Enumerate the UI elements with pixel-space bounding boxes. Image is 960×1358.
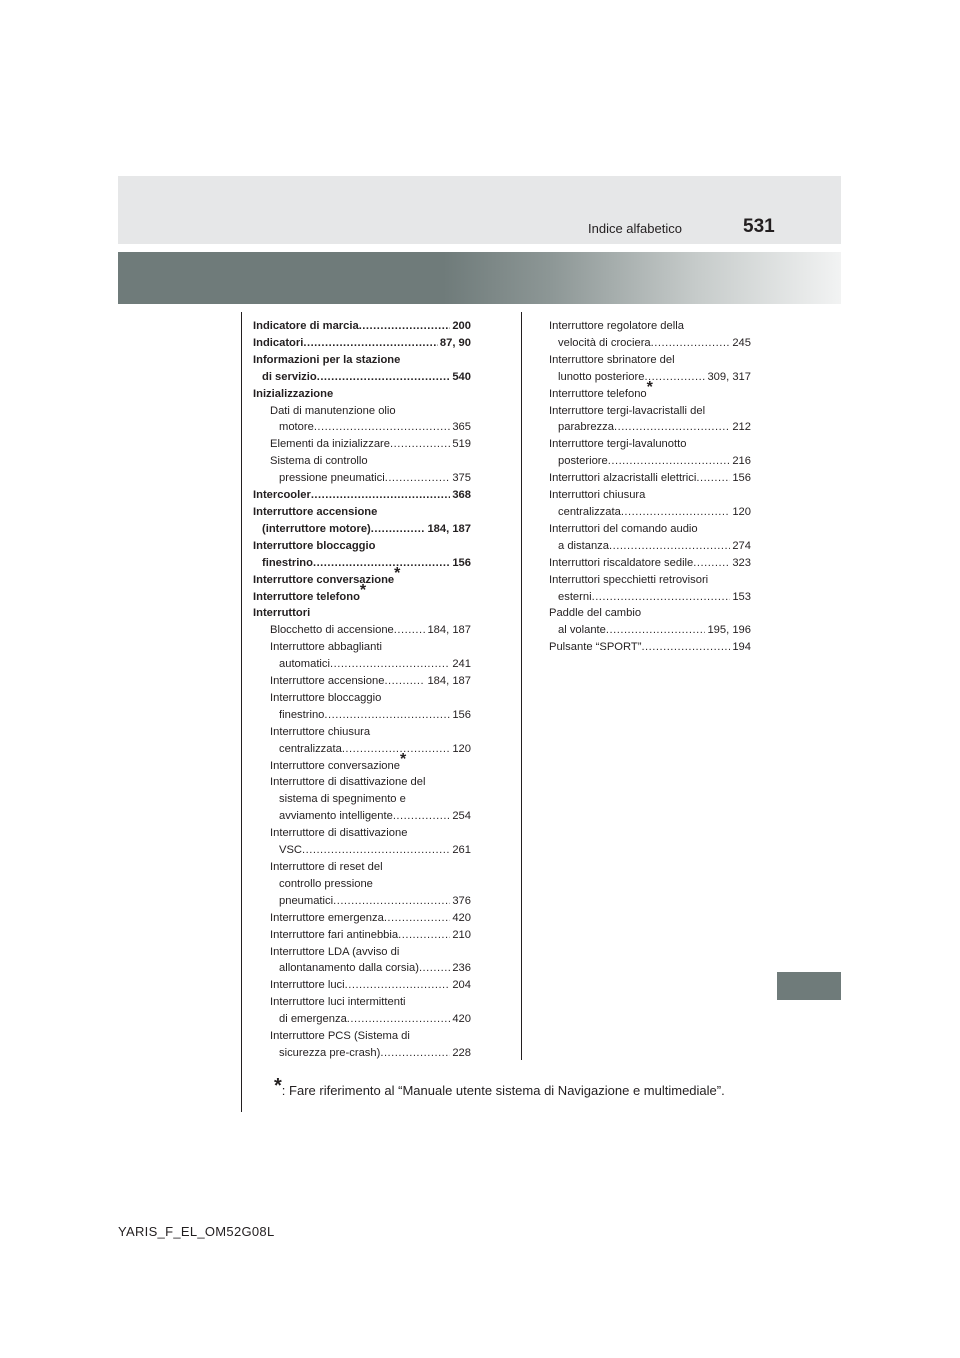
page-reference: 375	[452, 472, 471, 485]
page-reference: 156	[452, 708, 471, 721]
index-entry-text: Interruttore luci	[270, 979, 345, 992]
index-entry-text: controllo pressione	[279, 877, 373, 890]
index-entry-text: Interruttore conversazione	[270, 759, 400, 772]
page-reference: 204	[452, 979, 471, 992]
dot-leader	[333, 893, 450, 910]
page-reference: 210	[452, 928, 471, 941]
index-entry-text: Pulsante “SPORT”	[549, 641, 642, 654]
index-entry	[253, 690, 471, 707]
section-thumb-tab	[777, 972, 841, 1000]
index-entry-text: Paddle del cambio	[549, 607, 642, 620]
index-entry	[253, 960, 471, 977]
dot-leader	[393, 808, 451, 825]
index-entry	[549, 318, 751, 335]
index-column-right	[549, 318, 751, 656]
index-entry-text: pressione pneumatici	[279, 472, 385, 485]
index-entry	[253, 927, 471, 944]
index-entry	[253, 453, 471, 470]
dot-leader	[608, 453, 731, 470]
page-reference: 376	[452, 894, 471, 907]
index-entry-text: automatici	[279, 658, 330, 671]
index-entry-text: Interruttore bloccaggio	[253, 539, 376, 552]
page-reference: 254	[452, 810, 471, 823]
index-entry-text: allontanamento dalla corsia)	[279, 962, 419, 975]
index-entry-text: parabrezza	[558, 421, 614, 434]
page-reference: 420	[452, 1013, 471, 1026]
footnote-text: : Fare riferimento al “Manuale utente sistema di Navigazione e multimediale”.	[281, 1083, 725, 1098]
index-entry	[253, 318, 471, 335]
index-entry-text: motore	[279, 421, 314, 434]
index-entry	[253, 741, 471, 758]
index-entry	[549, 504, 751, 521]
page-reference: 184, 187	[427, 522, 471, 535]
dot-leader	[394, 622, 426, 639]
index-entry-text: avviamento intelligente	[279, 810, 393, 823]
page-reference: 241	[452, 658, 471, 671]
page-reference: 194	[732, 641, 751, 654]
dot-leader	[359, 318, 451, 335]
index-entry-text: Interruttore chiusura	[270, 725, 371, 738]
dot-leader	[345, 977, 451, 994]
page-reference: 200	[452, 320, 471, 332]
index-entry-text: Interruttore regolatore della	[549, 320, 684, 332]
index-entry-text: Interruttore di reset del	[270, 861, 383, 873]
index-entry	[253, 605, 471, 622]
index-entry-text: Interruttore emergenza	[270, 911, 384, 924]
index-entry-text: Interruttori del comando audio	[549, 522, 698, 535]
index-entry	[549, 352, 751, 369]
index-entry-text: Elementi da inizializzare	[270, 438, 391, 451]
index-entry	[253, 1045, 471, 1062]
index-entry-text: (interruttore motore)	[262, 522, 371, 535]
page-reference: 156	[732, 472, 751, 485]
index-entry-text: esterni	[558, 590, 592, 603]
dot-leader	[385, 470, 451, 487]
index-entry	[253, 436, 471, 453]
index-entry	[549, 555, 751, 572]
index-entry	[549, 605, 751, 622]
page-reference: 261	[452, 844, 471, 857]
index-entry	[253, 656, 471, 673]
index-entry	[549, 538, 751, 555]
index-entry-text: di emergenza	[279, 1013, 347, 1026]
index-entry: Interruttore telefono *	[253, 589, 471, 606]
dot-leader	[314, 419, 451, 436]
dot-leader	[592, 589, 731, 606]
index-entry-text: Interruttore accensione	[270, 675, 385, 688]
dot-leader	[311, 487, 451, 504]
index-entry	[253, 419, 471, 436]
index-entry	[549, 589, 751, 606]
page-reference: 216	[732, 455, 751, 468]
page-reference: 274	[732, 539, 751, 552]
index-entry-text: Interruttori	[253, 607, 311, 620]
index-entry-text: a distanza	[558, 539, 609, 552]
index-entry-text: Blocchetto di accensione	[270, 624, 394, 637]
index-entry	[549, 639, 751, 656]
index-entry	[253, 487, 471, 504]
index-entry-text: sicurezza pre-crash)	[279, 1046, 381, 1059]
dot-leader	[609, 538, 730, 555]
page-reference: 236	[452, 962, 471, 975]
index-entry	[253, 994, 471, 1011]
index-entry-text: finestrino	[262, 556, 313, 569]
index-entry-text: Interruttore sbrinatore del	[549, 353, 675, 366]
dot-leader	[398, 927, 450, 944]
index-entry-text: lunotto posteriore	[558, 370, 645, 383]
index-entry-text: Interruttore di disattivazione del	[270, 776, 426, 789]
index-entry-text: Intercooler	[253, 489, 311, 502]
index-entry-text: centralizzata	[279, 742, 342, 755]
dot-leader	[303, 335, 438, 352]
dot-leader	[390, 436, 450, 453]
section-title: Indice alfabetico	[588, 221, 682, 236]
index-entry	[253, 842, 471, 859]
dot-leader	[313, 555, 450, 572]
page-reference: 87, 90	[439, 336, 471, 349]
dot-leader	[371, 521, 426, 538]
index-entry-text: Interruttori alzacristalli elettrici	[549, 472, 697, 485]
index-entry: Interruttore conversazione *	[253, 572, 471, 589]
page-reference: 245	[732, 336, 751, 349]
page-reference: 540	[452, 370, 471, 383]
index-entry	[253, 944, 471, 961]
dot-leader	[641, 639, 730, 656]
dot-leader	[342, 741, 451, 758]
dot-leader	[347, 1011, 451, 1028]
index-entry-text: Interruttore tergi-lavacristalli del	[549, 404, 706, 417]
index-entry-text: Dati di manutenzione olio	[270, 404, 396, 417]
index-entry-text: Interruttore PCS (Sistema di	[270, 1030, 410, 1043]
dot-leader	[644, 369, 705, 386]
index-entry	[253, 555, 471, 572]
index-entry	[253, 1028, 471, 1045]
index-entry-text: VSC	[279, 844, 303, 857]
index-entry	[253, 808, 471, 825]
page-reference: 519	[452, 438, 471, 451]
index-entry	[253, 825, 471, 842]
index-entry	[253, 977, 471, 994]
index-entry	[549, 470, 751, 487]
left-margin-rule	[241, 312, 242, 1112]
index-entry	[253, 1011, 471, 1028]
index-entry-text: Interruttore telefono	[549, 387, 647, 400]
index-entry-text: Sistema di controllo	[270, 455, 368, 468]
index-entry-text: Indicatori	[253, 336, 304, 349]
index-entry-text: centralizzata	[558, 505, 621, 518]
index-entry	[253, 774, 471, 791]
index-entry-text: pneumatici	[279, 894, 334, 907]
index-entry-text: Interruttore conversazione	[253, 573, 395, 586]
page-reference: 212	[732, 421, 751, 434]
index-entry	[253, 352, 471, 369]
index-entry	[253, 859, 471, 876]
dot-leader	[324, 707, 450, 724]
index-entry	[253, 910, 471, 927]
page-reference: 420	[452, 911, 471, 924]
page-reference: 195, 196	[707, 624, 751, 637]
dot-leader	[606, 622, 706, 639]
header-band	[118, 176, 841, 244]
page-reference: 184, 187	[427, 675, 471, 688]
index-entry	[253, 386, 471, 403]
dot-leader	[693, 555, 730, 572]
index-entry-text: Inizializzazione	[253, 387, 334, 400]
index-entry	[549, 335, 751, 352]
index-entry	[253, 893, 471, 910]
page-reference: 120	[452, 742, 471, 755]
index-entry	[253, 707, 471, 724]
index-entry-text: Interruttore tergi-lavalunotto	[549, 438, 687, 451]
index-entry	[253, 724, 471, 741]
index-entry	[253, 876, 471, 893]
index-entry	[549, 487, 751, 504]
index-entry-text: posteriore	[558, 455, 608, 468]
index-entry	[253, 639, 471, 656]
index-entry-text: Interruttore luci intermittenti	[270, 996, 406, 1009]
index-entry	[253, 791, 471, 808]
index-entry	[253, 622, 471, 639]
index-entry	[253, 521, 471, 538]
index-entry	[549, 521, 751, 538]
index-entry-text: Interruttore telefono	[253, 590, 360, 603]
index-entry-text: Interruttori chiusura	[549, 489, 646, 502]
index-entry-text: finestrino	[279, 708, 325, 721]
index-entry: Interruttore conversazione *	[253, 758, 471, 775]
index-entry-text: Interruttori riscaldatore sedile	[549, 556, 694, 569]
page-number: 531	[743, 216, 775, 237]
page-reference: 156	[452, 556, 471, 569]
index-column-left	[253, 318, 471, 1062]
page-reference: 368	[452, 489, 471, 502]
dot-leader	[651, 335, 731, 352]
index-entry	[549, 453, 751, 470]
index-entry-text: Interruttore LDA (avviso di	[270, 945, 400, 958]
dot-leader	[302, 842, 450, 859]
index-entry	[549, 436, 751, 453]
page-reference: 365	[452, 421, 471, 434]
dot-leader	[317, 369, 451, 386]
index-entry	[549, 622, 751, 639]
column-divider	[521, 312, 522, 1060]
dot-leader	[384, 673, 425, 690]
dot-leader	[330, 656, 450, 673]
index-entry: Interruttore telefono *	[549, 386, 751, 403]
index-entry	[253, 538, 471, 555]
index-entry-text: Interruttore accensione	[253, 505, 378, 518]
index-entry-text: sistema di spegnimento e	[279, 793, 406, 806]
document-code: YARIS_F_EL_OM52G08L	[118, 1224, 275, 1239]
page-reference: 120	[732, 505, 751, 518]
index-entry-text: Interruttori specchietti retrovisori	[549, 573, 709, 586]
index-entry	[253, 504, 471, 521]
page-reference: 184, 187	[427, 624, 471, 637]
page-reference: 153	[732, 590, 751, 603]
index-entry-text: Interruttore bloccaggio	[270, 691, 382, 704]
dot-leader	[419, 960, 450, 977]
page-reference: 323	[732, 556, 751, 569]
page-reference: 228	[452, 1046, 471, 1059]
index-entry	[253, 335, 471, 352]
dot-leader	[696, 470, 730, 487]
index-entry-text: Interruttore abbaglianti	[270, 641, 382, 654]
index-entry	[253, 369, 471, 386]
index-entry	[253, 470, 471, 487]
index-entry	[253, 403, 471, 420]
index-entry-text: di servizio	[262, 370, 317, 383]
index-entry-text: Interruttore di disattivazione	[270, 827, 408, 840]
index-entry-text: Interruttore fari antinebbia	[270, 928, 399, 941]
index-entry	[549, 403, 751, 420]
index-entry	[549, 419, 751, 436]
index-entry-text: al volante	[558, 624, 606, 637]
index-entry-text: Indicatore di marcia	[253, 320, 359, 332]
dot-leader	[621, 504, 731, 521]
index-entry	[253, 673, 471, 690]
index-entry	[549, 572, 751, 589]
dot-leader	[614, 419, 730, 436]
page-reference: 309, 317	[707, 370, 751, 383]
footnote-asterisk: *	[274, 1075, 282, 1097]
index-entry-text: Informazioni per la stazione	[253, 353, 401, 366]
index-entry-text: velocità di crociera	[558, 336, 651, 349]
dot-leader	[384, 910, 451, 927]
dot-leader	[380, 1045, 450, 1062]
header-gradient-bar	[118, 252, 841, 304]
footnote	[274, 1075, 725, 1101]
